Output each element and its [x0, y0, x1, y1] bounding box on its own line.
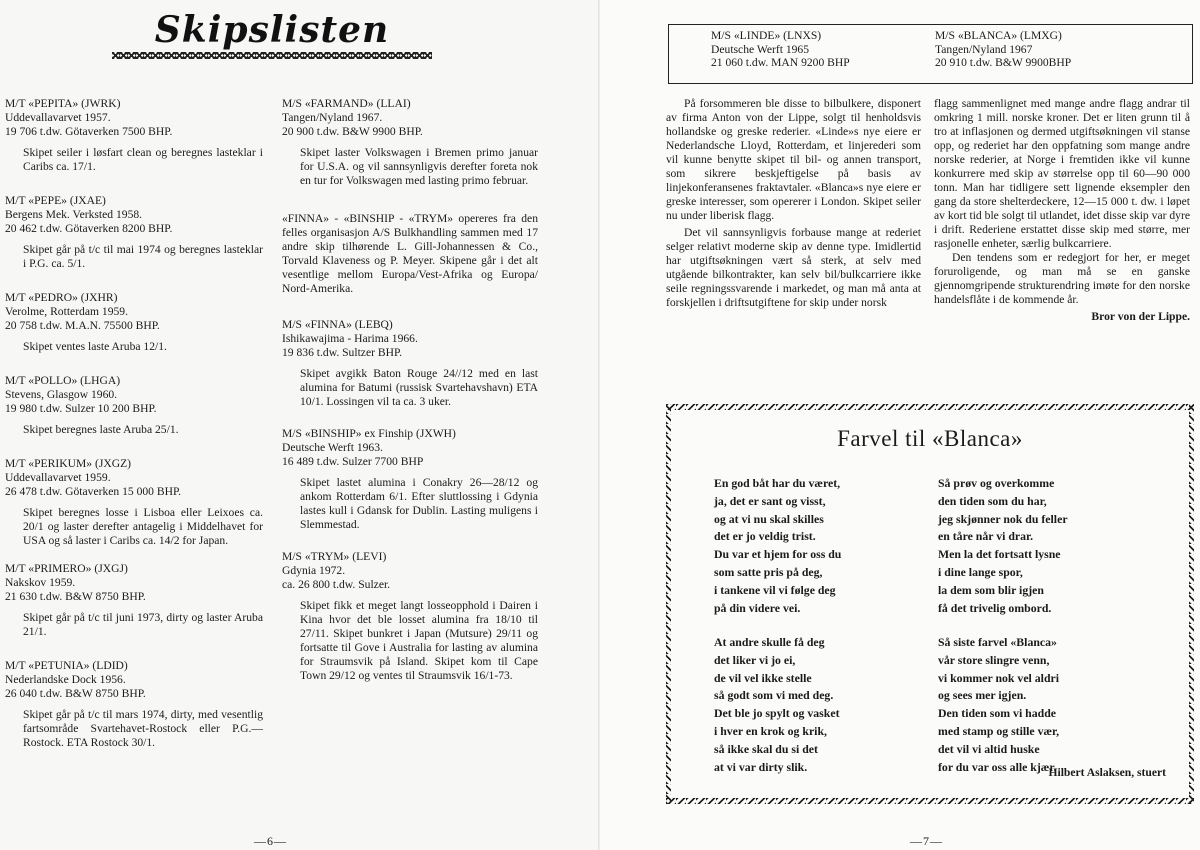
- ship-yard: Uddevallavarvet 1957.: [5, 111, 111, 124]
- page-number-left: —6—: [254, 834, 287, 848]
- ship-spec: 20 462 t.dw. Götaverken 8200 BHP.: [5, 222, 173, 235]
- poem-line: så godt som vi med deg.: [714, 688, 834, 703]
- frame-border-left: [666, 404, 671, 804]
- ship-list-column-b: [282, 97, 538, 701]
- ship-note: Skipet ventes laste Aruba 12/1.: [23, 340, 167, 353]
- ship-list-b: [282, 318, 538, 683]
- ship-name: M/T «PEPITA» (JWRK): [5, 97, 121, 110]
- ship-spec: 19 706 t.dw. Götaverken 7500 BHP.: [5, 125, 173, 138]
- ship-list-column-a: [5, 97, 263, 770]
- ship-note: Skipet laster Volkswagen i Bremen primo januar for U.S.A. og vil sannsynligvis derefter foreta nok en tur for Volkswagen med lasting primo februar.: [300, 146, 538, 187]
- ship-spec: 21 060 t.dw. MAN 9200 BHP: [711, 56, 850, 69]
- ship-note: Skipet beregnes laste Aruba 25/1.: [23, 423, 179, 436]
- box-ship-blanca: [935, 29, 1071, 70]
- poem-line: ja, det er sant og visst,: [714, 493, 826, 508]
- article-column-a: [666, 97, 921, 310]
- ship-spec: 16 489 t.dw. Sulzer 7700 BHP: [282, 455, 424, 468]
- poem-stanza: [938, 634, 1059, 776]
- ship-entry: [5, 659, 263, 750]
- poem-line: det vil vi altid huske: [938, 741, 1040, 756]
- poem-line: få det trivelig ombord.: [938, 600, 1052, 615]
- ship-name: M/T «PEDRO» (JXHR): [5, 291, 118, 304]
- masthead-underline: [112, 52, 432, 59]
- ship-note: Skipet går på t/c til mai 1974 og beregnes lasteklar i P.G. ca. 5/1.: [23, 243, 263, 270]
- article-paragraph: Den tendens som er redegjort for her, er meget foruroligende, og man må se en ganske gjennomgripende strukturendring imøte for den norske handelsflåte i de kommende år.: [934, 251, 1190, 306]
- poem-line: det er jo veldig trist.: [714, 529, 816, 544]
- poem-line: la dem som blir igjen: [938, 582, 1044, 597]
- ship-name: M/T «POLLO» (LHGA): [5, 374, 121, 387]
- ship-name: M/T «PEPE» (JXAE): [5, 194, 106, 207]
- ship-spec: 20 758 t.dw. M.A.N. 75500 BHP.: [5, 319, 160, 332]
- ship-spec: 19 980 t.dw. Sulzer 10 200 BHP.: [5, 402, 157, 415]
- poem-line: som satte pris på deg,: [714, 564, 823, 579]
- poem-line: i tankene vil vi følge deg: [714, 582, 836, 597]
- poem-line: på din videre vei.: [714, 600, 801, 615]
- ship-note: Skipet går på t/c til juni 1973, dirty og laster Aruba 21/1.: [23, 611, 263, 638]
- article-column-b: [934, 97, 1190, 324]
- article-paragraph: På forsommeren ble disse to bilbulkere, disponert av firma Anton von der Lippe, solgt til henholdsvis hollandske og greske rederier. «Linde»s nye eiere er Nederlandsche Lloyd, Rotterdam, et linjerederi som vil kunne benytte skipet til bil- og annen transport, som sikrere beskjeftigelse på basis av linjekonferansenes fraktavtaler. «Blanca»s nye eiere er greske interesser, som opererer i London. Skipet seiler nu under liberisk flagg.: [666, 97, 921, 222]
- ship-spec: 20 910 t.dw. B&W 9900BHP: [935, 56, 1072, 69]
- ship-name: M/S «FARMAND» (LLAI): [282, 97, 411, 110]
- poem-line: Du var et hjem for oss du: [714, 547, 842, 562]
- poem-line: så ikke skal du si det: [714, 741, 818, 756]
- ship-note: Skipet lastet alumina i Conakry 26—28/12 og ankom Rotterdam 6/1. Efter sluttlossing i Gdynia lastes kull i Gdansk for Dublin. Lasting muligens i Slemmestad.: [300, 476, 538, 531]
- poem-line: vi kommer nok vel aldri: [938, 670, 1060, 685]
- poem-frame: [666, 404, 1194, 804]
- poem-line: for du var oss alle kjær.: [938, 759, 1057, 774]
- poem-line: de vil vel ikke stelle: [714, 670, 812, 685]
- ship-name: M/S «FINNA» (LEBQ): [282, 318, 393, 331]
- poem-line: Den tiden som vi hadde: [938, 706, 1056, 721]
- poem-signature: Hilbert Aslaksen, stuert: [1048, 766, 1166, 779]
- ship-yard: Nederlandske Dock 1956.: [5, 673, 126, 686]
- ship-yard: Stevens, Glasgow 1960.: [5, 388, 118, 401]
- poem-line: En god båt har du været,: [714, 476, 841, 490]
- paragraph-text: «FINNA» - «BINSHIP - «TRYM» opereres fra den felles organisasjon A/S Bulkhandling sammen med 17 andre skip tilhørende L. Gill-Johannessen & Co., Torvald Klaveness og P. Meyer. Skipene går i det alt vesentlige mellom Europa/Vest-Afrika og Europa/ Nord-Amerika.: [282, 212, 538, 295]
- article-signature: Bror von der Lippe.: [1091, 310, 1190, 323]
- ship-spec: 20 900 t.dw. B&W 9900 BHP.: [282, 125, 423, 138]
- ship-note: Skipet går på t/c til mars 1974, dirty, med vesentlig fartsområde Svartehavet-Rostock eller P.G.—Rostock. ETA Rostock 30/1.: [23, 708, 263, 749]
- ship-name: M/T «PRIMERO» (JXGJ): [5, 562, 128, 575]
- ship-yard: Nakskov 1959.: [5, 576, 76, 589]
- poem-line: Det ble jo spylt og vasket: [714, 706, 840, 721]
- ship-entry: [5, 562, 263, 639]
- ship-name: M/S «LINDE» (LNXS): [711, 29, 822, 42]
- ship-entry: [5, 291, 263, 354]
- article-paragraph: flagg sammenlignet med mange andre flagg andrar til omkring 1 mill. norske kroner. Det er liten grunn til å tro at inflasjonen og dermed utgiftsøkningen vil stanse opp, og rederiet har den oppfatning som mange andre norske rederier, at Norge i fremtiden ikke vil kunne konkurrere med skip av størrelse opp til 60—90 000 tonn. Man har tidligere sett lignende eksempler den gang da store shelterdeckere, 12—15 000 t. dw. i løpet av kort tid ble solgt til utlandet, idet disse skip var dyre i drift. Rederiene erstattet disse skip med større, mer rasjonelle enheter, særlig bulkcarriere.: [934, 97, 1190, 250]
- poem-line: og at vi nu skal skilles: [714, 511, 824, 526]
- ship-entry: [5, 457, 263, 548]
- ship-yard: Uddevallavarvet 1959.: [5, 471, 111, 484]
- ship-note: Skipet seiler i løsfart clean og beregnes lasteklar i Caribs ca. 17/1.: [23, 146, 263, 173]
- ship-note: Skipet beregnes losse i Lisboa eller Leixoes ca. 20/1 og laster derefter antagelig i Middelhavet for USA og så laster i Caribs ca. 14/2 for Japan.: [23, 506, 263, 547]
- frame-border-right: [1189, 404, 1194, 804]
- poem-stanza: [714, 475, 841, 617]
- poem-line: i hver en krok og krik,: [714, 723, 827, 738]
- poem-line: det liker vi jo ei,: [714, 652, 796, 667]
- poem-line: den tiden som du har,: [938, 493, 1047, 508]
- ship-yard: Deutsche Werft 1963.: [282, 441, 383, 454]
- poem-line: en tåre når vi drar.: [938, 529, 1034, 544]
- ship-spec: 19 836 t.dw. Sultzer BHP.: [282, 346, 403, 359]
- poem-line: vår store slingre venn,: [938, 652, 1050, 667]
- ship-entry: [282, 427, 538, 532]
- ship-entry-farmand: [282, 97, 538, 188]
- poem-stanza: [938, 475, 1068, 617]
- finna-paragraph: [282, 212, 538, 296]
- ship-entry: [282, 550, 538, 683]
- poem-line: Men la det fortsatt lysne: [938, 547, 1061, 562]
- article-paragraph: Det vil sannsynligvis forbause mange at rederiet selger relativt moderne skip av denne type. Imidlertid har utgiftsøkningen vært så sterk, at selv med utgående bilkontrakter, kan selv bil/bulkcarriere ikke seile regningssvarende i markedet, og man må anta at forskjellen i driftsutgiftene for skip under norsk: [666, 226, 921, 309]
- ship-spec: 26 478 t.dw. Götaverken 15 000 BHP.: [5, 485, 182, 498]
- masthead: [112, 10, 432, 59]
- ship-yard: Tangen/Nyland 1967: [935, 42, 1033, 56]
- box-ship-linde: [711, 29, 850, 70]
- ship-entry: [282, 318, 538, 409]
- poem-line: og sees mer igjen.: [938, 688, 1027, 703]
- ship-info-box: [668, 24, 1193, 84]
- poem-line: Så siste farvel «Blanca»: [938, 635, 1057, 649]
- right-page: [600, 0, 1200, 850]
- poem-line: Så prøv og overkomme: [938, 476, 1055, 490]
- ship-spec: 26 040 t.dw. B&W 8750 BHP.: [5, 687, 146, 700]
- ship-yard: Deutsche Werft 1965: [711, 42, 810, 56]
- ship-spec: 21 630 t.dw. B&W 8750 BHP.: [5, 590, 146, 603]
- poem-line: jeg skjønner nok du feller: [938, 511, 1068, 526]
- frame-border-bottom: [666, 798, 1194, 804]
- ship-yard: Bergens Mek. Verksted 1958.: [5, 208, 143, 221]
- poem-line: i dine lange spor,: [938, 564, 1023, 579]
- ship-name: M/S «BINSHIP» ex Finship (JXWH): [282, 427, 456, 440]
- masthead-title: Skipslisten: [154, 9, 390, 51]
- ship-yard: Tangen/Nyland 1967.: [282, 111, 383, 124]
- ship-entry: [5, 194, 263, 271]
- poem-line: at vi var dirty slik.: [714, 759, 808, 774]
- ship-note: Skipet avgikk Baton Rouge 24//12 med en last alumina for Batumi (russisk Svartehavshavn) ETA 10/1. Lossingen vil ta ca. 3 uker.: [300, 367, 538, 408]
- ship-note: Skipet fikk et meget langt losseopphold i Dairen i Kina hvor det ble losset alumina fra 18/10 til 27/11. Skipet bunkret i Japan (Mutsure) 29/11 og fortsatte til Gove i Australia for lasting av alumina for Straumsvik på Island. Skipet kom til Cape Town 29/12 og ventes til Straumsvik 16/1-73.: [300, 599, 538, 682]
- ship-name: M/S «BLANCA» (LMXG): [935, 29, 1062, 42]
- ship-yard: Ishikawajima - Harima 1966.: [282, 332, 418, 345]
- frame-border-top: [666, 404, 1194, 410]
- ship-yard: Verolme, Rotterdam 1959.: [5, 305, 128, 318]
- ship-entry: [5, 374, 263, 437]
- poem-line: med stamp og stille vær,: [938, 723, 1060, 738]
- ship-name: M/S «TRYM» (LEVI): [282, 550, 387, 563]
- ship-spec: ca. 26 800 t.dw. Sulzer.: [282, 578, 391, 591]
- ship-yard: Gdynia 1972.: [282, 564, 346, 577]
- ship-name: M/T «PETUNIA» (LDID): [5, 659, 128, 672]
- page-number-right: —7—: [910, 834, 943, 848]
- ship-name: M/T «PERIKUM» (JXGZ): [5, 457, 132, 470]
- poem-stanza: [714, 634, 840, 776]
- ship-entry: [5, 97, 263, 174]
- poem-title: Farvel til «Blanca»: [837, 426, 1023, 451]
- poem-line: At andre skulle få deg: [714, 635, 825, 649]
